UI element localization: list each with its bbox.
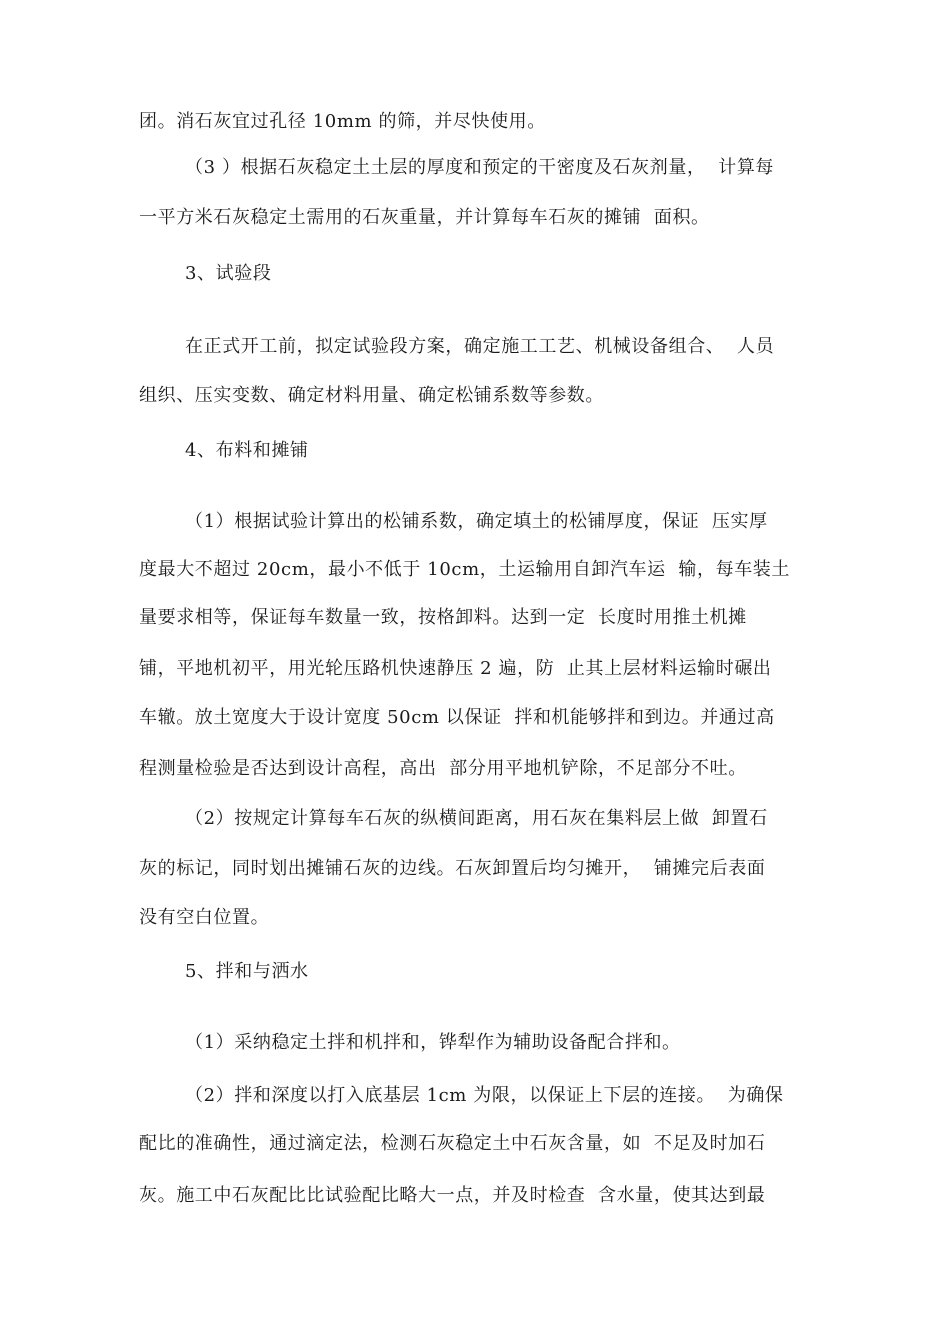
text-line: 车辙。放土宽度大于设计宽度 50cm 以保证 拌和机能够拌和到边。并通过高 [139, 707, 775, 728]
text-line: 组织、压实变数、确定材料用量、确定松铺系数等参数。 [139, 385, 604, 406]
text-line: 铺，平地机初平，用光轮压路机快速静压 2 遍，防 止其上层材料运输时碾出 [139, 658, 772, 679]
text-line: 配比的准确性，通过滴定法，检测石灰稳定土中石灰含量，如 不足及时加石 [139, 1133, 766, 1154]
text-line: 度最大不超过 20cm，最小不低于 10cm，土运输用自卸汽车运 输，每车装土 [139, 559, 790, 580]
text-line: （2）按规定计算每车石灰的纵横间距离，用石灰在集料层上做 卸置石 [185, 808, 768, 829]
text-line: 在正式开工前，拟定试验段方案，确定施工工艺、机械设备组合、 人员 [185, 336, 775, 357]
text-line: 灰的标记，同时划出摊铺石灰的边线。石灰卸置后均匀摊开， 铺摊完后表面 [139, 858, 766, 879]
text-line: 团。消石灰宜过孔径 10mm 的筛，并尽快使用。 [139, 111, 546, 132]
text-line: （1）采纳稳定土拌和机拌和，铧犁作为辅助设备配合拌和。 [185, 1032, 681, 1053]
text-line: （2）拌和深度以打入底基层 1cm 为限，以保证上下层的连接。 为确保 [185, 1085, 784, 1106]
section-heading: 4、布料和摊铺 [185, 440, 309, 461]
section-heading: 5、拌和与洒水 [185, 961, 309, 982]
text-line: 没有空白位置。 [139, 907, 270, 928]
text-line: 灰。施工中石灰配比比试验配比略大一点，并及时检查 含水量，使其达到最 [139, 1185, 766, 1206]
text-line: 一平方米石灰稳定土需用的石灰重量，并计算每车石灰的摊铺 面积。 [139, 207, 710, 228]
text-line: （1）根据试验计算出的松铺系数，确定填土的松铺厚度，保证 压实厚 [185, 511, 768, 532]
text-line: 程测量检验是否达到设计高程，高出 部分用平地机铲除，不足部分不吐。 [139, 758, 747, 779]
section-heading: 3、试验段 [185, 263, 272, 284]
text-line: （3 ）根据石灰稳定土土层的厚度和预定的干密度及石灰剂量， 计算每 [185, 157, 775, 178]
text-line: 量要求相等，保证每车数量一致，按格卸料。达到一定 长度时用推土机摊 [139, 607, 747, 628]
